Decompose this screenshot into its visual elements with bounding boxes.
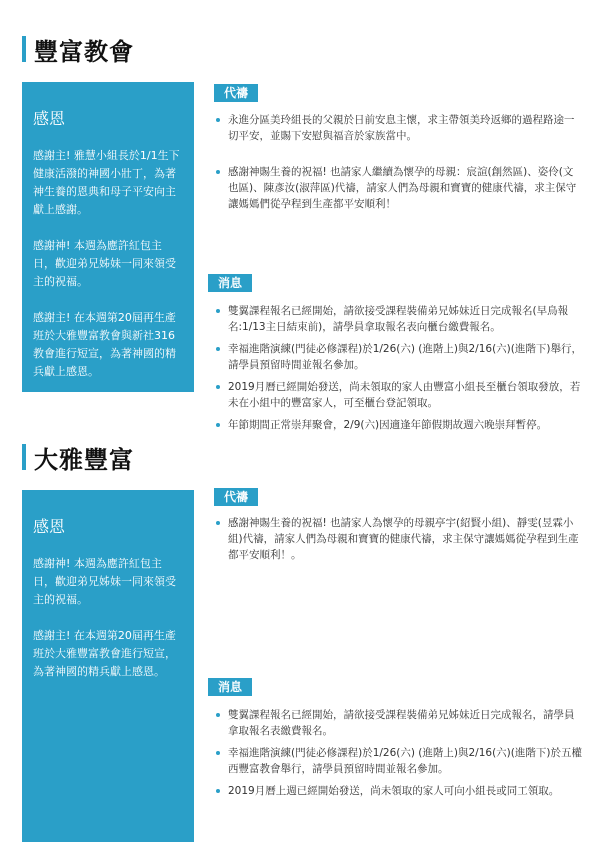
section1-title: 豐富教會 — [34, 37, 134, 66]
section1-heading — [22, 34, 134, 64]
list-item: 幸福進階演練(門徒必修課程)於1/26(六) (進階上)與2/16(六)(進階下)舉行，請學員預留時間並報名參加。 — [214, 341, 582, 373]
news-label: 消息 — [208, 678, 252, 696]
list-item: 感謝神賜生養的祝福! 也請家人繼續為懷孕的母親：宸諠(創然區)、姿伶(文也區)、陳彥汝(淑萍區)代禱，請家人們為母親和寶寶的健康代禱，求主保守讓媽媽們從孕程到生產都平安順利！ — [214, 164, 582, 212]
thanks-paragraph: 感謝主! 在本週第20屆再生產班於大雅豐富教會進行短宣，為著神國的精兵獻上感恩。 — [33, 629, 176, 678]
list-item: 2019月曆已經開始發送，尚未領取的家人由豐富小組長至櫃台領取發放，若 未在小組中的豐富家人，可至櫃台登記領取。 — [214, 379, 582, 411]
list-item: 2019月曆上週已經開始發送，尚未領取的家人可向小組長或同工領取。 — [214, 783, 582, 799]
section2-title: 大雅豐富 — [34, 445, 134, 474]
section2-prayer-list — [214, 515, 582, 563]
heading-accent-bar — [22, 36, 26, 62]
heading-accent-bar — [22, 444, 26, 470]
list-item: 年節期間正常崇拜聚會，2/9(六)因適逢年節假期故週六晚崇拜暫停。 — [214, 417, 582, 433]
list-item: 幸福進階演練(門徒必修課程)於1/26(六) (進階上)與2/16(六)(進階下)於五權西豐富教會舉行，請學員預留時間並報名參加。 — [214, 745, 582, 777]
list-item: 感謝神賜生養的祝福! 也請家人為懷孕的母親亭宇(紹賢小組)、靜雯(昱霖小組)代禱，請家人們為母親和寶寶的健康代禱，求主保守讓媽媽從孕程到生產都平安順利！。 — [214, 515, 582, 563]
thanks-paragraph: 感謝神! 本週為應許紅包主日，歡迎弟兄姊妹一同來領受主的祝福。 — [33, 557, 176, 606]
list-item: 雙翼課程報名已經開始，請欲接受課程裝備弟兄姊妹近日完成報名(早鳥報名:1/13主日結束前)，請學員拿取報名表向櫃台繳費報名。 — [214, 303, 582, 335]
section2-heading — [22, 442, 134, 472]
list-item: 雙翼課程報名已經開始，請欲接受課程裝備弟兄姊妹近日完成報名，請學員拿取報名表繳費報名。 — [214, 707, 582, 739]
section2-news-list — [214, 707, 582, 805]
section2-thanks-panel — [22, 490, 194, 842]
news-label: 消息 — [208, 274, 252, 292]
prayer-label: 代禱 — [214, 84, 258, 102]
section1-thanks-panel — [22, 82, 194, 392]
thanks-paragraph: 感謝神! 本週為應許紅包主日，歡迎弟兄姊妹一同來領受主的祝福。 — [33, 239, 176, 288]
list-item: 永進分區美玲組長的父親於日前安息主懷，求主帶領美玲返鄉的過程路途一切平安，並賜下安慰與福音於家族當中。 — [214, 112, 582, 144]
section1-news-list — [214, 303, 582, 439]
thanks-title: 感恩 — [33, 517, 66, 536]
thanks-title: 感恩 — [33, 109, 66, 128]
thanks-paragraph: 感謝主! 雅慧小組長於1/1生下健康活潑的神國小壯丁，為著神生養的恩典和母子平安向主獻上感謝。 — [33, 149, 180, 216]
prayer-label: 代禱 — [214, 488, 258, 506]
section1-prayer-list — [214, 112, 582, 212]
thanks-paragraph: 感謝主! 在本週第20屆再生產班於大雅豐富教會與新社316教會進行短宣，為著神國的精兵獻上感恩。 — [33, 311, 176, 378]
